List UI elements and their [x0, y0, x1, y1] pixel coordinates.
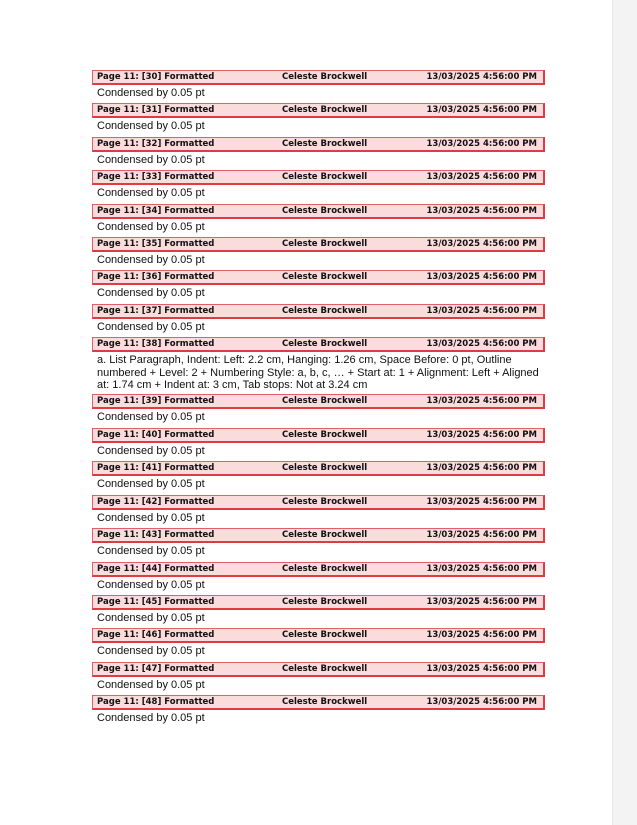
change-description: Condensed by 0.05 pt — [97, 444, 205, 457]
change-author: Celeste Brockwell — [282, 205, 368, 216]
change-date: 13/03/2025 4:56:00 PM — [426, 105, 537, 116]
change-description: Condensed by 0.05 pt — [97, 678, 205, 691]
change-description: Condensed by 0.05 pt — [97, 287, 205, 300]
change-description: Condensed by 0.05 pt — [97, 645, 205, 658]
change-date: 13/03/2025 4:56:00 PM — [426, 272, 537, 283]
change-author: Celeste Brockwell — [282, 697, 368, 708]
change-date: 13/03/2025 4:56:00 PM — [426, 396, 537, 407]
page-gutter — [612, 0, 637, 825]
change-description: Condensed by 0.05 pt — [97, 220, 205, 233]
change-entry — [92, 337, 545, 394]
change-page-ref: Page 11: [43] Formatted — [97, 530, 215, 541]
change-entry — [92, 461, 545, 494]
change-author: Celeste Brockwell — [282, 305, 368, 316]
change-entry — [92, 528, 545, 561]
change-header — [92, 562, 545, 577]
change-page-ref: Page 11: [31] Formatted — [97, 105, 215, 116]
change-author: Celeste Brockwell — [282, 630, 368, 641]
change-header — [92, 70, 545, 85]
change-description: Condensed by 0.05 pt — [97, 712, 205, 725]
change-entry — [92, 304, 545, 337]
change-header — [92, 528, 545, 543]
change-date: 13/03/2025 4:56:00 PM — [426, 429, 537, 440]
change-date: 13/03/2025 4:56:00 PM — [426, 530, 537, 541]
change-description: Condensed by 0.05 pt — [97, 411, 205, 424]
change-author: Celeste Brockwell — [282, 339, 368, 350]
change-description: a. List Paragraph, Indent: Left: 2.2 cm, Hanging: 1.26 cm, Space Before: 0 pt, Outline numbered + Level: 2 + Numbering Style: a, b, c, … + Start at: 1 + Alignment: Left + Aligned at: 1.74 cm + Indent at: 3 cm, Tab stops: Not at 3.24 cm — [97, 354, 539, 392]
change-entry — [92, 495, 545, 528]
change-date: 13/03/2025 4:56:00 PM — [426, 663, 537, 674]
change-description: Condensed by 0.05 pt — [97, 254, 205, 267]
change-date: 13/03/2025 4:56:00 PM — [426, 172, 537, 183]
change-author: Celeste Brockwell — [282, 172, 368, 183]
change-page-ref: Page 11: [42] Formatted — [97, 496, 215, 507]
change-date: 13/03/2025 4:56:00 PM — [426, 697, 537, 708]
change-header — [92, 204, 545, 219]
change-header — [92, 137, 545, 152]
change-header — [92, 695, 545, 710]
change-header — [92, 495, 545, 510]
change-description: Condensed by 0.05 pt — [97, 511, 205, 524]
change-date: 13/03/2025 4:56:00 PM — [426, 138, 537, 149]
change-description: Condensed by 0.05 pt — [97, 87, 205, 99]
change-entry — [92, 170, 545, 203]
change-entry — [92, 595, 545, 628]
change-date: 13/03/2025 4:56:00 PM — [426, 239, 537, 250]
change-description: Condensed by 0.05 pt — [97, 545, 205, 558]
change-date: 13/03/2025 4:56:00 PM — [426, 630, 537, 641]
change-date: 13/03/2025 4:56:00 PM — [426, 496, 537, 507]
change-header — [92, 103, 545, 118]
change-page-ref: Page 11: [37] Formatted — [97, 305, 215, 316]
change-date: 13/03/2025 4:56:00 PM — [426, 596, 537, 607]
change-header — [92, 337, 545, 352]
change-header — [92, 428, 545, 443]
change-header — [92, 394, 545, 409]
change-header — [92, 170, 545, 185]
change-entry — [92, 428, 545, 461]
change-date: 13/03/2025 4:56:00 PM — [426, 339, 537, 350]
change-entry — [92, 394, 545, 427]
change-author: Celeste Brockwell — [282, 138, 368, 149]
change-author: Celeste Brockwell — [282, 72, 368, 82]
change-page-ref: Page 11: [47] Formatted — [97, 663, 215, 674]
change-date: 13/03/2025 4:56:00 PM — [426, 463, 537, 474]
change-header — [92, 270, 545, 285]
change-page-ref: Page 11: [48] Formatted — [97, 697, 215, 708]
change-date: 13/03/2025 4:56:00 PM — [426, 563, 537, 574]
change-entry — [92, 562, 545, 595]
change-author: Celeste Brockwell — [282, 530, 368, 541]
change-author: Celeste Brockwell — [282, 463, 368, 474]
change-author: Celeste Brockwell — [282, 239, 368, 250]
formatting-changes-list — [92, 70, 545, 729]
change-page-ref: Page 11: [33] Formatted — [97, 172, 215, 183]
change-page-ref: Page 11: [46] Formatted — [97, 630, 215, 641]
change-author: Celeste Brockwell — [282, 563, 368, 574]
change-entry — [92, 237, 545, 270]
change-entry — [92, 204, 545, 237]
change-description: Condensed by 0.05 pt — [97, 320, 205, 333]
change-author: Celeste Brockwell — [282, 429, 368, 440]
change-entry — [92, 270, 545, 303]
change-header — [92, 628, 545, 643]
change-page-ref: Page 11: [45] Formatted — [97, 596, 215, 607]
change-date: 13/03/2025 4:56:00 PM — [426, 72, 537, 82]
change-page-ref: Page 11: [32] Formatted — [97, 138, 215, 149]
change-header — [92, 304, 545, 319]
change-entry — [92, 70, 545, 103]
change-header — [92, 461, 545, 476]
change-description: Condensed by 0.05 pt — [97, 611, 205, 624]
change-entry — [92, 695, 545, 728]
change-description: Condensed by 0.05 pt — [97, 478, 205, 491]
change-description: Condensed by 0.05 pt — [97, 187, 205, 200]
change-author: Celeste Brockwell — [282, 596, 368, 607]
change-date: 13/03/2025 4:56:00 PM — [426, 305, 537, 316]
change-header — [92, 237, 545, 252]
change-description: Condensed by 0.05 pt — [97, 153, 205, 166]
change-author: Celeste Brockwell — [282, 272, 368, 283]
change-page-ref: Page 11: [44] Formatted — [97, 563, 215, 574]
change-description: Condensed by 0.05 pt — [97, 578, 205, 591]
change-entry — [92, 103, 545, 136]
change-page-ref: Page 11: [39] Formatted — [97, 396, 215, 407]
change-page-ref: Page 11: [34] Formatted — [97, 205, 215, 216]
change-author: Celeste Brockwell — [282, 496, 368, 507]
change-page-ref: Page 11: [30] Formatted — [97, 72, 215, 82]
change-author: Celeste Brockwell — [282, 396, 368, 407]
change-header — [92, 595, 545, 610]
change-page-ref: Page 11: [36] Formatted — [97, 272, 215, 283]
change-page-ref: Page 11: [40] Formatted — [97, 429, 215, 440]
change-author: Celeste Brockwell — [282, 105, 368, 116]
change-entry — [92, 662, 545, 695]
change-entry — [92, 137, 545, 170]
change-page-ref: Page 11: [41] Formatted — [97, 463, 215, 474]
change-page-ref: Page 11: [38] Formatted — [97, 339, 215, 350]
change-author: Celeste Brockwell — [282, 663, 368, 674]
change-entry — [92, 628, 545, 661]
change-description: Condensed by 0.05 pt — [97, 120, 205, 133]
change-page-ref: Page 11: [35] Formatted — [97, 239, 215, 250]
change-header — [92, 662, 545, 677]
change-date: 13/03/2025 4:56:00 PM — [426, 205, 537, 216]
